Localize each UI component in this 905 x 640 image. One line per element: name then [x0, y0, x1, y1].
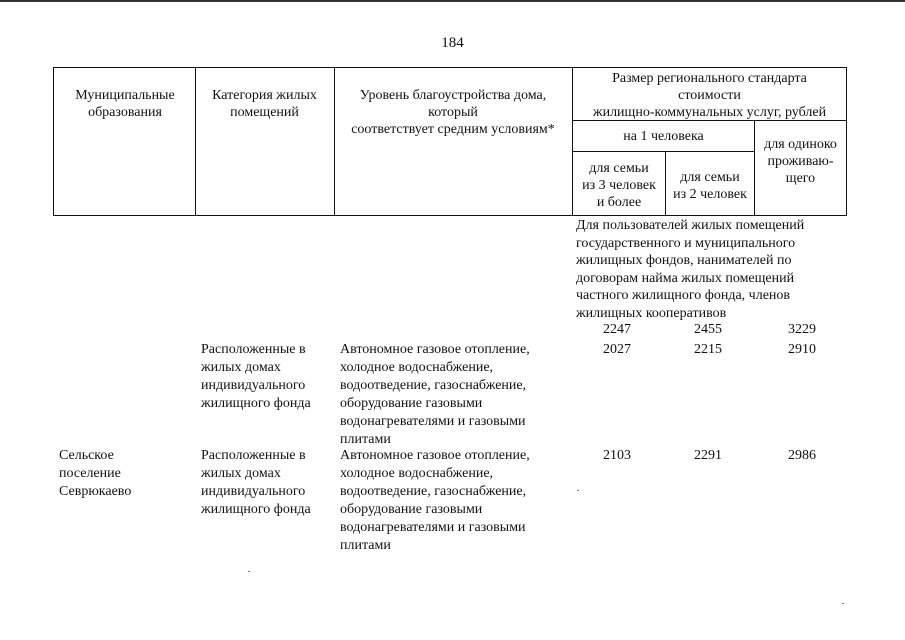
scan-speck	[248, 571, 250, 572]
header-divider	[572, 151, 754, 152]
value-family-3: 2027	[603, 342, 631, 357]
header-family-2: для семьи из 2 человек	[673, 170, 747, 202]
header-municipality: Муниципальные образования	[75, 88, 175, 120]
header-per-person: на 1 человека	[623, 129, 704, 144]
header-single: для одиноко проживаю- щего	[764, 137, 837, 186]
header-standard-size: Размер регионального стандарта стоимости жилищно-коммунальных услуг, рублей	[592, 71, 827, 120]
row-level: Автономное газовое отопление, холодное водоснабжение, водоотведение, газоснабжение, оборудование газовыми водонагревателями и газовыми плитами	[340, 342, 530, 447]
header-category: Категория жилых помещений	[212, 88, 317, 120]
value-family-2: 2215	[694, 342, 722, 357]
row-level: Автономное газовое отопление, холодное водоснабжение, водоотведение, газоснабжение, оборудование газовыми водонагревателями и газовыми плитами	[340, 448, 530, 553]
header-level: Уровень благоустройства дома, который соответствует средним условиям*	[351, 88, 555, 137]
value-single: 2910	[788, 342, 816, 357]
header-table	[53, 67, 847, 216]
scan-speck	[842, 603, 844, 604]
value-family-3: 2247	[603, 322, 631, 337]
header-family-3: для семьи из 3 человек и более	[582, 161, 656, 210]
value-single: 3229	[788, 322, 816, 337]
row-category: Расположенные в жилых домах индивидуального жилищного фонда	[201, 448, 311, 517]
row-municipality: Сельское поселение Севрюкаево	[59, 448, 132, 499]
scan-top-border	[0, 0, 905, 2]
page-number: 184	[441, 35, 464, 51]
section-note: Для пользователей жилых помещений государственного и муниципального жилищных фондов, нанимателей по договорам найма жилых помещений частного жилищного фонда, членов жилищных кооперативов	[576, 218, 805, 321]
value-family-3: 2103	[603, 448, 631, 463]
row-category: Расположенные в жилых домах индивидуального жилищного фонда	[201, 342, 311, 411]
value-single: 2986	[788, 448, 816, 463]
value-family-2: 2455	[694, 322, 722, 337]
value-family-2: 2291	[694, 448, 722, 463]
scan-speck	[577, 490, 579, 491]
